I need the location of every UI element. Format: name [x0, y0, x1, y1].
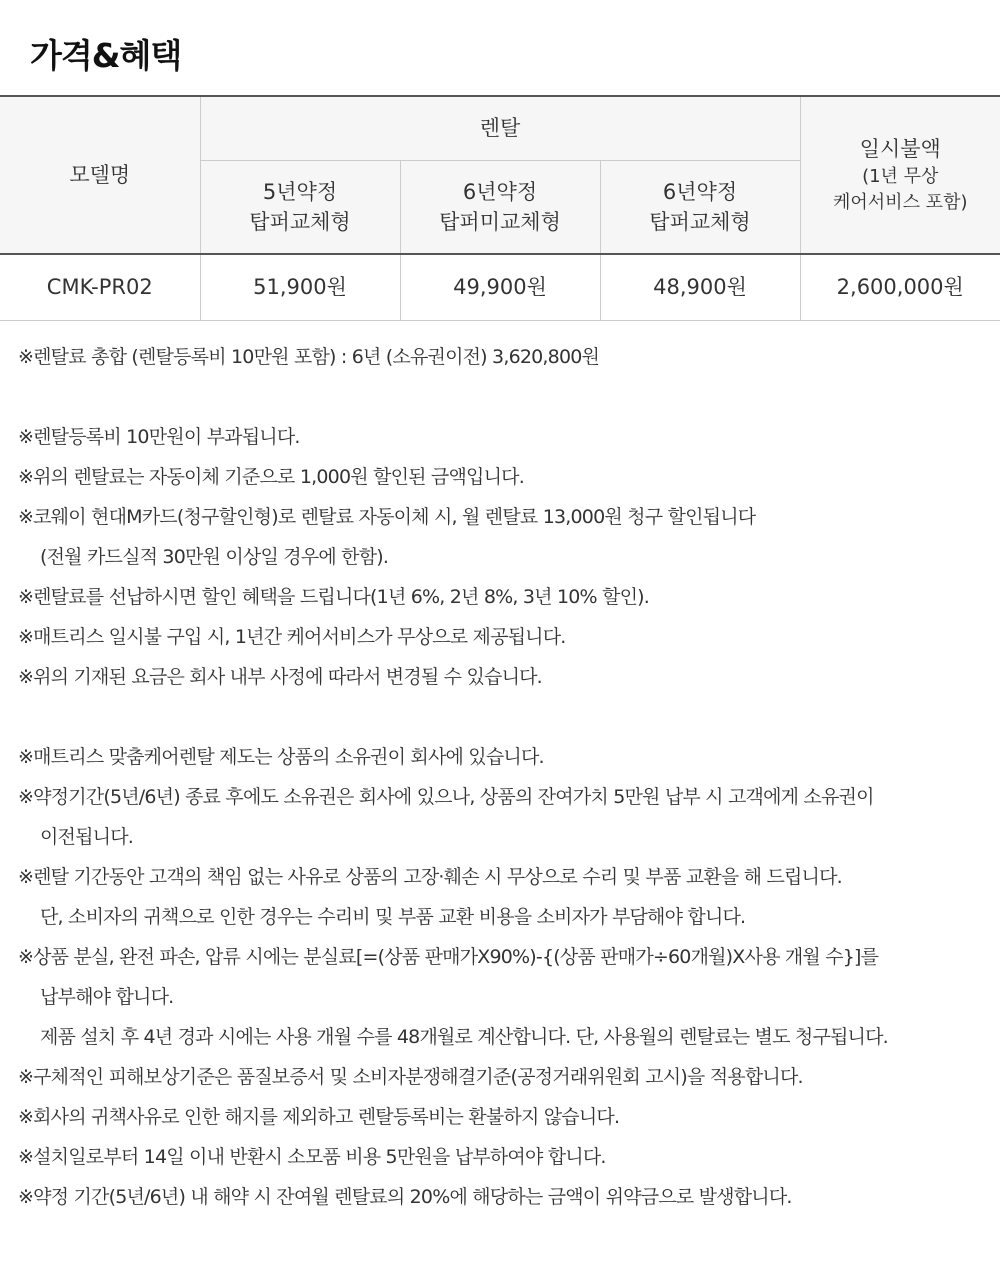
- total-note: ※렌탈료 총합 (렌탈등록비 10만원 포함) : 6년 (소유권이전) 3,620,800원: [18, 346, 600, 368]
- plan-term: 6년약정: [462, 179, 538, 204]
- note-item: ※약정 기간(5년/6년) 내 해약 시 잔여월 렌탈료의 20%에 해당하는 금액이 위약금으로 발생합니다.: [18, 1186, 792, 1208]
- notes-section: [18, 337, 988, 1217]
- note-item: ※코웨이 현대M카드(청구할인형)로 렌탈료 자동이체 시, 월 렌탈료 13,000원 청구 할인됩니다: [18, 506, 756, 528]
- lump-sum-price: 2,600,000원: [800, 254, 1000, 320]
- note-item: ※렌탈등록비 10만원이 부과됩니다.: [18, 426, 300, 448]
- note-item-continued: 이전됩니다.: [40, 826, 134, 848]
- note-item: ※구체적인 피해보상기준은 품질보증서 및 소비자분쟁해결기준(공정거래위원회 고시)을 적용합니다.: [18, 1066, 803, 1088]
- model-name: CMK-PR02: [0, 254, 200, 320]
- plan-header: [400, 160, 600, 254]
- price-cell: 48,900원: [600, 254, 800, 320]
- rental-header: 렌탈: [200, 96, 800, 160]
- lump-sum-note-line2: 케어서비스 포함): [833, 192, 968, 213]
- note-item: ※매트리스 맞춤케어렌탈 제도는 상품의 소유권이 회사에 있습니다.: [18, 746, 544, 768]
- notes-spacer: [18, 377, 988, 417]
- table-header-row: [0, 96, 1000, 160]
- lump-sum-title: 일시불액: [859, 137, 941, 161]
- model-header: 모델명: [0, 96, 200, 254]
- note-item-continued: 제품 설치 후 4년 경과 시에는 사용 개월 수를 48개월로 계산합니다. 단, 사용월의 렌탈료는 별도 청구됩니다.: [40, 1026, 888, 1048]
- note-item: ※매트리스 일시불 구입 시, 1년간 케어서비스가 무상으로 제공됩니다.: [18, 626, 566, 648]
- plan-header: [600, 160, 800, 254]
- note-item: ※위의 기재된 요금은 회사 내부 사정에 따라서 변경될 수 있습니다.: [18, 666, 542, 688]
- note-item: ※렌탈 기간동안 고객의 책임 없는 사유로 상품의 고장·훼손 시 무상으로 수리 및 부품 교환을 해 드립니다.: [18, 866, 842, 888]
- lump-sum-note-line1: (1년 무상: [862, 166, 939, 187]
- plan-type: 탑퍼미교체형: [439, 209, 561, 234]
- notes-spacer: [18, 697, 988, 737]
- lump-sum-header: [800, 96, 1000, 254]
- page-title: 가격&혜택: [30, 36, 182, 75]
- price-table: [0, 95, 1000, 321]
- note-item: ※위의 렌탈료는 자동이체 기준으로 1,000원 할인된 금액입니다.: [18, 466, 524, 488]
- note-item: ※상품 분실, 완전 파손, 압류 시에는 분실료[=(상품 판매가X90%)-{(상품 판매가÷60개월)X사용 개월 수}]를: [18, 946, 879, 968]
- price-cell: 51,900원: [200, 254, 400, 320]
- plan-term: 6년약정: [662, 179, 738, 204]
- plan-type: 탑퍼교체형: [249, 209, 351, 234]
- note-item-continued: 단, 소비자의 귀책으로 인한 경우는 수리비 및 부품 교환 비용을 소비자가 부담해야 합니다.: [40, 906, 746, 928]
- plan-term: 5년약정: [262, 179, 338, 204]
- note-item-continued: (전월 카드실적 30만원 이상일 경우에 한함).: [40, 546, 389, 568]
- note-item: ※렌탈료를 선납하시면 할인 혜택을 드립니다(1년 6%, 2년 8%, 3년 10% 할인).: [18, 586, 649, 608]
- plan-type: 탑퍼교체형: [649, 209, 751, 234]
- note-item: ※설치일로부터 14일 이내 반환시 소모품 비용 5만원을 납부하여야 합니다.: [18, 1146, 606, 1168]
- note-item: ※약정기간(5년/6년) 종료 후에도 소유권은 회사에 있으나, 상품의 잔여가치 5만원 납부 시 고객에게 소유권이: [18, 786, 874, 808]
- price-cell: 49,900원: [400, 254, 600, 320]
- note-item-continued: 납부해야 합니다.: [40, 986, 174, 1008]
- plan-header: [200, 160, 400, 254]
- table-row: [0, 254, 1000, 320]
- note-item: ※회사의 귀책사유로 인한 해지를 제외하고 렌탈등록비는 환불하지 않습니다.: [18, 1106, 620, 1128]
